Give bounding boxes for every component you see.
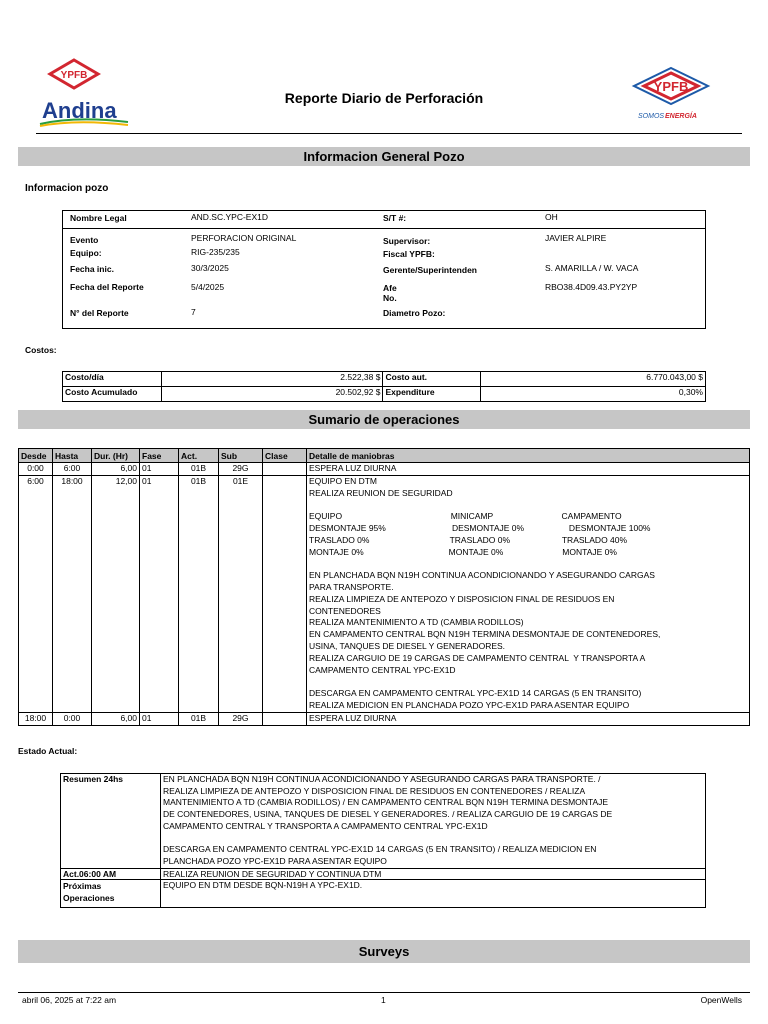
afe-label-line-2: No. xyxy=(383,293,397,303)
st-value: OH xyxy=(545,212,558,222)
act0600-label: Act.06:00 AM xyxy=(61,868,161,879)
op-detalle xyxy=(307,463,750,476)
ypfb-logo xyxy=(628,64,714,122)
estado-row xyxy=(61,879,706,907)
op-hasta: 18:00 xyxy=(53,475,92,712)
expenditure-value: 0,30% xyxy=(481,387,706,402)
op-detalle-line xyxy=(309,558,747,570)
op-detalle-line: TRASLADO 0% TRASLADO 0% TRASLADO 40% xyxy=(309,534,628,545)
op-fase: 01 xyxy=(140,712,179,725)
op-detalle-line: REALIZA CARGUIO DE 19 CARGAS DE CAMPAMENTO CENTRAL Y TRANSPORTA A xyxy=(309,652,646,663)
resumen-line xyxy=(163,833,703,845)
operations-header-row xyxy=(19,449,750,463)
resumen-line: MANTENIMIENTO A TD (CAMBIA RODILLOS) / EN CAMPAMENTO CENTRAL BQN N19H TERMINA DESMONTAJE xyxy=(163,797,609,808)
proximas-label xyxy=(61,879,161,907)
costo-dia-label: Costo/día xyxy=(63,372,162,387)
col-desde: Desde xyxy=(19,449,53,463)
col-duracion: Dur. (Hr) xyxy=(92,449,140,463)
costos-row xyxy=(63,372,706,387)
proximas-label-line-2: Operaciones xyxy=(63,892,115,903)
estado-row xyxy=(61,774,706,869)
proximas-label-line-1: Próximas xyxy=(63,880,102,891)
op-detalle-line: USINA, TANQUES DE DIESEL Y GENERADORES. xyxy=(309,640,506,651)
evento-value: PERFORACION ORIGINAL xyxy=(191,233,297,243)
costos-row xyxy=(63,387,706,402)
st-label: S/T #: xyxy=(383,213,407,223)
operation-row xyxy=(19,712,750,725)
resumen-line: CAMPAMENTO CENTRAL Y TRANSPORTA A CAMPAMENTO CENTRAL YPC-EX1D xyxy=(163,820,488,831)
fecha-inic-label: Fecha inic. xyxy=(70,264,114,274)
estado-heading: Estado Actual: xyxy=(18,746,78,756)
nombre-legal-value: AND.SC.YPC-EX1D xyxy=(191,212,268,222)
section-surveys-header: Surveys xyxy=(18,940,750,963)
costo-acum-value: 20.502,92 $ xyxy=(161,387,383,402)
op-duracion: 6,00 xyxy=(92,712,140,725)
op-fase: 01 xyxy=(140,463,179,476)
costo-dia-value: 2.522,38 $ xyxy=(161,372,383,387)
col-detalle: Detalle de maniobras xyxy=(307,449,750,463)
equipo-value: RIG-235/235 xyxy=(191,247,240,257)
operations-table xyxy=(18,448,750,726)
op-act: 01B xyxy=(179,712,219,725)
op-act: 01B xyxy=(179,463,219,476)
supervisor-label: Supervisor: xyxy=(383,236,431,246)
op-desde: 6:00 xyxy=(19,475,53,712)
ypfb-logo-brand: YPFB xyxy=(653,79,689,94)
expenditure-label: Expenditure xyxy=(383,387,481,402)
fecha-reporte-value: 5/4/2025 xyxy=(191,282,225,292)
operation-row xyxy=(19,475,750,712)
op-detalle-line: EN CAMPAMENTO CENTRAL BQN N19H TERMINA DESMONTAJE DE CONTENEDORES, xyxy=(309,629,661,640)
gerente-value: S. AMARILLA / W. VACA xyxy=(545,263,639,273)
footer-date: abril 06, 2025 at 7:22 am xyxy=(22,995,117,1005)
col-clase: Clase xyxy=(263,449,307,463)
op-detalle-line: EQUIPO EN DTM xyxy=(309,475,378,486)
andina-logo-brand: YPFB xyxy=(60,70,88,81)
costos-heading: Costos: xyxy=(25,345,57,355)
costo-aut-label: Costo aut. xyxy=(383,372,481,387)
op-clase xyxy=(263,463,307,476)
op-duracion: 12,00 xyxy=(92,475,140,712)
equipo-label: Equipo: xyxy=(70,248,102,258)
estado-table xyxy=(60,773,706,908)
operations-body xyxy=(19,463,750,726)
costo-aut-value: 6.770.043,00 $ xyxy=(481,372,706,387)
footer-page-number: 1 xyxy=(381,995,386,1005)
estado-row xyxy=(61,868,706,879)
op-hasta: 0:00 xyxy=(53,712,92,725)
op-detalle xyxy=(307,475,750,712)
op-sub: 01E xyxy=(219,475,263,712)
gerente-label: Gerente/Superintenden xyxy=(383,265,477,275)
ypfb-logo-tagline-1: SOMOS xyxy=(638,113,665,120)
op-clase xyxy=(263,712,307,725)
op-detalle-line: EQUIPO MINICAMP CAMPAMENTO xyxy=(309,511,622,522)
op-hasta: 6:00 xyxy=(53,463,92,476)
op-detalle-line: CONTENEDORES xyxy=(309,605,381,616)
fiscal-label: Fiscal YPFB: xyxy=(383,249,435,259)
resumen-line: PLANCHADA POZO YPC-EX1D PARA ASENTAR EQUIPO xyxy=(163,855,387,866)
resumen-line: EN PLANCHADA BQN N19H CONTINUA ACONDICIONANDO Y ASEGURANDO CARGAS PARA TRANSPORTE. / xyxy=(163,774,601,784)
resumen-line: REALIZA LIMPIEZA DE ANTEPOZO Y DISPOSICION FINAL DE RESIDUOS EN CONTENEDORES / REALIZA xyxy=(163,785,586,796)
footer-divider xyxy=(18,992,750,993)
supervisor-value: JAVIER ALPIRE xyxy=(545,233,607,243)
costos-table xyxy=(62,371,706,402)
op-duracion: 6,00 xyxy=(92,463,140,476)
op-detalle-line xyxy=(309,499,747,511)
info-pozo-table xyxy=(62,210,706,329)
col-fase: Fase xyxy=(140,449,179,463)
section-general-header: Informacion General Pozo xyxy=(18,147,750,166)
op-clase xyxy=(263,475,307,712)
op-sub: 29G xyxy=(219,463,263,476)
op-sub: 29G xyxy=(219,712,263,725)
afe-label xyxy=(383,283,397,303)
footer-app-name: OpenWells xyxy=(700,995,742,1005)
evento-label: Evento xyxy=(70,235,99,245)
op-detalle-line: DESCARGA EN CAMPAMENTO CENTRAL YPC-EX1D 14 CARGAS (5 EN TRANSITO) xyxy=(309,688,642,699)
op-detalle-line: CAMPAMENTO CENTRAL YPC-EX1D xyxy=(309,664,456,675)
op-detalle-line: REALIZA LIMPIEZA DE ANTEPOZO Y DISPOSICION FINAL DE RESIDUOS EN xyxy=(309,593,615,604)
op-detalle-line: REALIZA MANTENIMIENTO A TD (CAMBIA RODILLOS) xyxy=(309,617,524,628)
op-detalle-line xyxy=(309,676,747,688)
nombre-legal-label: Nombre Legal xyxy=(70,213,127,223)
afe-value: RBO38.4D09.43.PY2YP xyxy=(545,282,638,292)
andina-logo-text: Andina xyxy=(42,98,117,123)
resumen-line: DE CONTENEDORES, USINA, TANQUES DE DIESEL Y GENERADORES. / REALIZA CARGUIO DE 19 CARGAS DE xyxy=(163,809,613,820)
resumen-label: Resumen 24hs xyxy=(61,774,161,869)
proximas-value: EQUIPO EN DTM DESDE BQN-N19H A YPC-EX1D. xyxy=(161,879,706,907)
act0600-value: REALIZA REUNION DE SEGURIDAD Y CONTINUA DTM xyxy=(161,868,706,879)
section-sumario-header: Sumario de operaciones xyxy=(18,410,750,429)
op-detalle-line: REALIZA MEDICION EN PLANCHADA POZO YPC-EX1D PARA ASENTAR EQUIPO xyxy=(309,699,630,710)
page-title: Reporte Diario de Perforación xyxy=(284,90,484,106)
col-hasta: Hasta xyxy=(53,449,92,463)
col-sub: Sub xyxy=(219,449,263,463)
ypfb-logo-tagline-2: ENERGÍA xyxy=(665,113,697,120)
nro-reporte-label: N° del Reporte xyxy=(70,308,129,318)
op-desde: 18:00 xyxy=(19,712,53,725)
op-fase: 01 xyxy=(140,475,179,712)
resumen-line: DESCARGA EN CAMPAMENTO CENTRAL YPC-EX1D 14 CARGAS (5 EN TRANSITO) / REALIZA MEDICION EN xyxy=(163,844,597,855)
op-detalle-line: EN PLANCHADA BQN N19H CONTINUA ACONDICIONANDO Y ASEGURANDO CARGAS xyxy=(309,570,655,581)
header-divider xyxy=(36,133,742,134)
col-act: Act. xyxy=(179,449,219,463)
nro-reporte-value: 7 xyxy=(191,307,196,317)
op-detalle-line: MONTAJE 0% MONTAJE 0% MONTAJE 0% xyxy=(309,546,617,557)
fecha-inic-value: 30/3/2025 xyxy=(191,263,229,273)
op-detalle-line: ESPERA LUZ DIURNA xyxy=(309,712,397,723)
fecha-reporte-label: Fecha del Reporte xyxy=(70,282,144,292)
afe-label-line-1: Afe xyxy=(383,283,397,293)
operation-row xyxy=(19,463,750,476)
costo-acum-label: Costo Acumulado xyxy=(63,387,162,402)
op-detalle-line: DESMONTAJE 95% DESMONTAJE 0% DESMONTAJE 100% xyxy=(309,522,651,533)
op-act: 01B xyxy=(179,475,219,712)
op-detalle-line: ESPERA LUZ DIURNA xyxy=(309,463,397,473)
diametro-label: Diametro Pozo: xyxy=(383,308,446,318)
resumen-value xyxy=(161,774,706,869)
op-detalle-line: REALIZA REUNION DE SEGURIDAD xyxy=(309,487,453,498)
op-desde: 0:00 xyxy=(19,463,53,476)
info-pozo-heading: Informacion pozo xyxy=(25,183,109,194)
op-detalle xyxy=(307,712,750,725)
op-detalle-line: PARA TRANSPORTE. xyxy=(309,581,394,592)
